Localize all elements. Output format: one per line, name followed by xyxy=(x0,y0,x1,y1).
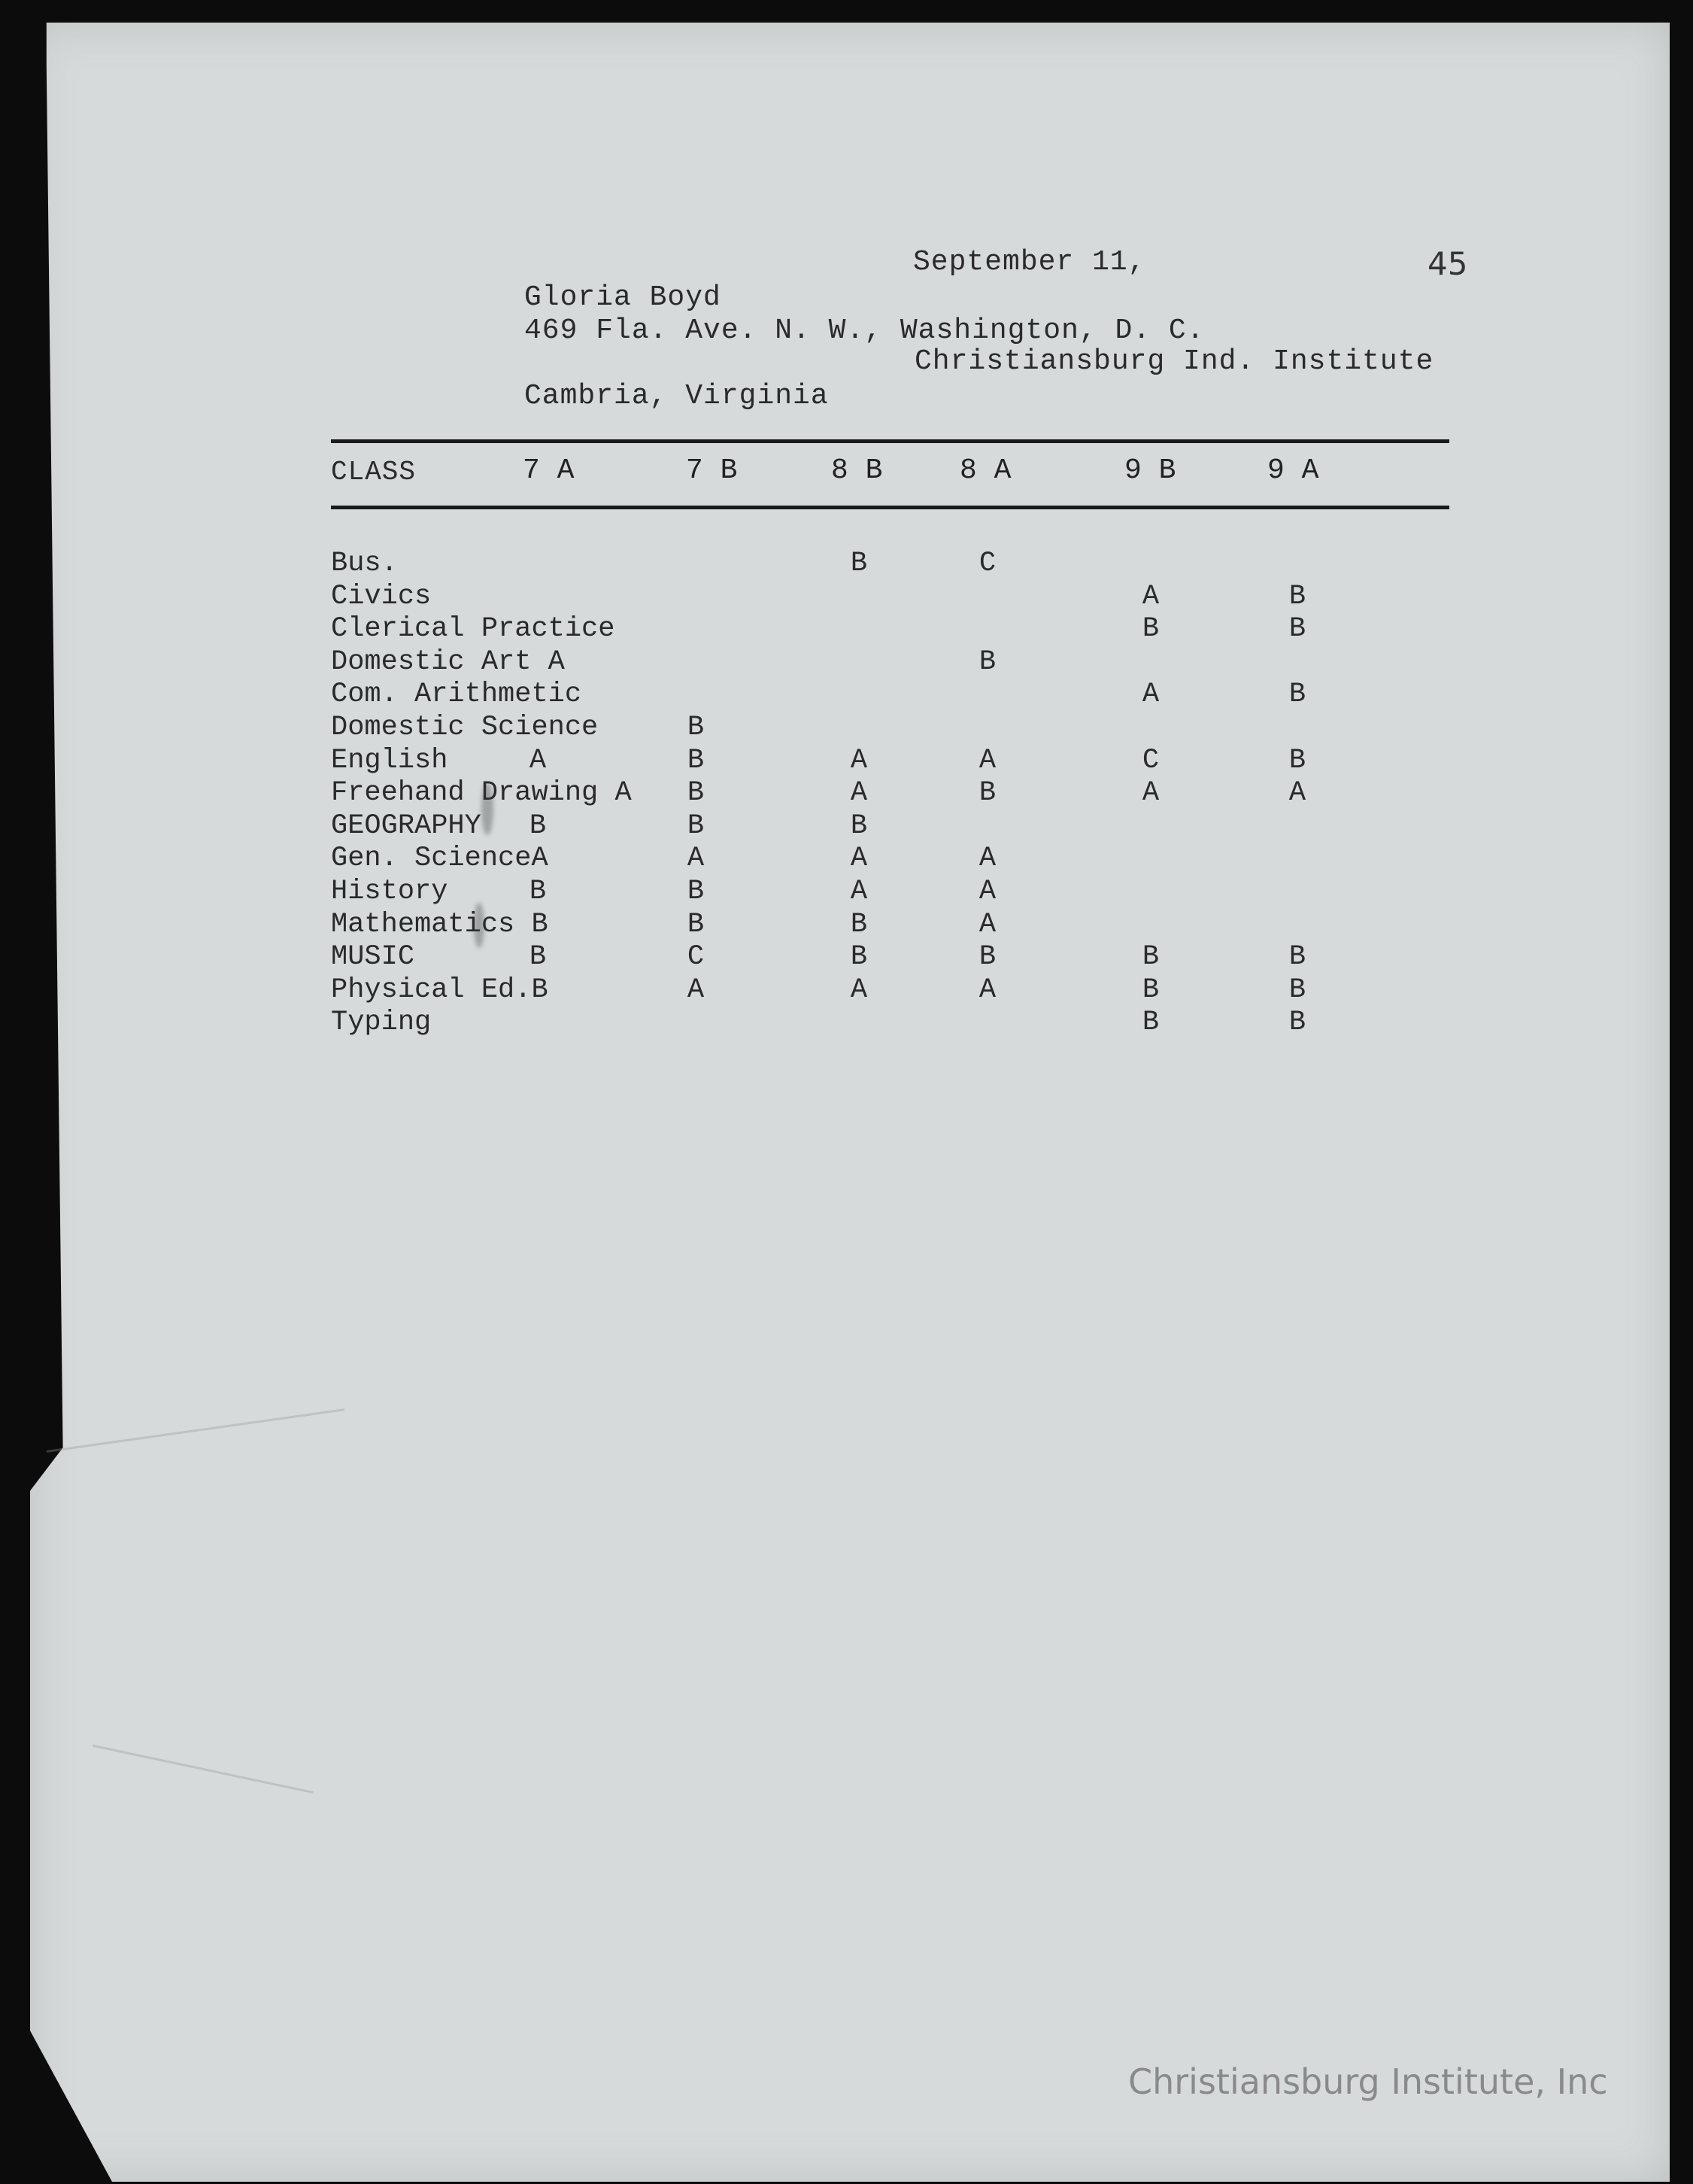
grade-cell: B xyxy=(687,712,705,743)
grade-cell: A xyxy=(529,745,547,776)
page-number: 45 xyxy=(1428,245,1468,282)
grade-cell: A xyxy=(850,876,868,907)
ink-smudge xyxy=(481,782,493,835)
grade-cell: C xyxy=(1142,745,1160,776)
grade-cell: A xyxy=(978,843,997,874)
student-address: 469 Fla. Ave. N. W., Washington, D. C. xyxy=(524,314,1205,347)
grade-cell: B xyxy=(1288,679,1306,710)
grade-cell: A xyxy=(978,909,997,940)
grade-cell: B xyxy=(687,777,705,809)
grade-cell: A xyxy=(850,745,868,776)
grade-cell: A xyxy=(850,843,868,874)
column-header: 9 B xyxy=(1124,454,1176,487)
grade-cell: A xyxy=(978,745,997,776)
subject-label: Com. Arithmetic xyxy=(331,679,582,710)
letter-date: September 11, xyxy=(913,246,1146,278)
grade-cell: B xyxy=(1288,974,1306,1006)
grade-cell: B xyxy=(978,646,997,678)
grade-cell: B xyxy=(1142,974,1160,1006)
watermark: Christiansburg Institute, Inc xyxy=(1128,2061,1608,2102)
grade-cell: C xyxy=(978,548,997,579)
grade-cell: B xyxy=(1288,941,1306,973)
grade-cell: A xyxy=(687,843,705,874)
subject-label: English xyxy=(331,745,448,776)
grade-cell: B xyxy=(850,548,868,579)
subject-label: Domestic Art A xyxy=(331,646,565,678)
column-header: 9 A xyxy=(1267,454,1319,487)
grade-cell: B xyxy=(687,909,705,940)
subject-label: Clerical Practice xyxy=(331,613,615,645)
grade-cell: B xyxy=(1142,1007,1160,1038)
grade-cell: B xyxy=(529,876,547,907)
subject-label: GEOGRAPHY xyxy=(331,810,481,842)
subject-label: Domestic Science xyxy=(331,712,599,743)
grade-cell: B xyxy=(1288,613,1306,645)
grade-cell: B xyxy=(529,941,547,973)
grade-cell: B xyxy=(529,810,547,842)
grade-cell: B xyxy=(1142,941,1160,973)
column-header: 7 A xyxy=(523,454,575,487)
subject-label: Bus. xyxy=(331,548,398,579)
subject-label: Typing xyxy=(331,1007,432,1038)
grade-cell: B xyxy=(978,777,997,809)
subject-label: Freehand Drawing A xyxy=(331,777,632,809)
column-header: 8 A xyxy=(960,454,1012,487)
grade-cell: B xyxy=(687,810,705,842)
grade-cell: A xyxy=(1142,679,1160,710)
grade-cell: B xyxy=(850,941,868,973)
grade-cell: B xyxy=(1288,1007,1306,1038)
ink-smudge xyxy=(474,903,484,948)
grade-cell: A xyxy=(1288,777,1306,809)
grade-cell: A xyxy=(687,974,705,1006)
grade-cell: A xyxy=(978,974,997,1006)
grade-cell: B xyxy=(687,745,705,776)
grade-cell: B xyxy=(1288,581,1306,612)
column-header: 8 B xyxy=(831,454,883,487)
school-name: Christiansburg Ind. Institute xyxy=(915,345,1434,378)
school-location: Cambria, Virginia xyxy=(524,380,829,412)
table-top-rule xyxy=(331,439,1449,443)
grade-cell: C xyxy=(687,941,705,973)
grade-cell: A xyxy=(850,777,868,809)
grade-cell: A xyxy=(978,876,997,907)
grade-cell: B xyxy=(978,941,997,973)
subject-label: MUSIC xyxy=(331,941,415,973)
grade-cell: B xyxy=(1288,745,1306,776)
column-header: 7 B xyxy=(686,454,738,487)
subject-label: Civics xyxy=(331,581,432,612)
subject-label: Gen. ScienceA xyxy=(331,843,548,874)
grade-cell: B xyxy=(850,810,868,842)
grade-cell: A xyxy=(1142,581,1160,612)
subject-label: Physical Ed.B xyxy=(331,974,548,1006)
grade-cell: B xyxy=(1142,613,1160,645)
grade-cell: A xyxy=(1142,777,1160,809)
student-name: Gloria Boyd xyxy=(524,281,721,314)
subject-label: History xyxy=(331,876,448,907)
subject-label: Mathematics B xyxy=(331,909,548,940)
table-header-rule xyxy=(331,506,1449,509)
grade-cell: B xyxy=(687,876,705,907)
grade-cell: A xyxy=(850,974,868,1006)
class-label: CLASS xyxy=(331,457,417,488)
grade-cell: B xyxy=(850,909,868,940)
